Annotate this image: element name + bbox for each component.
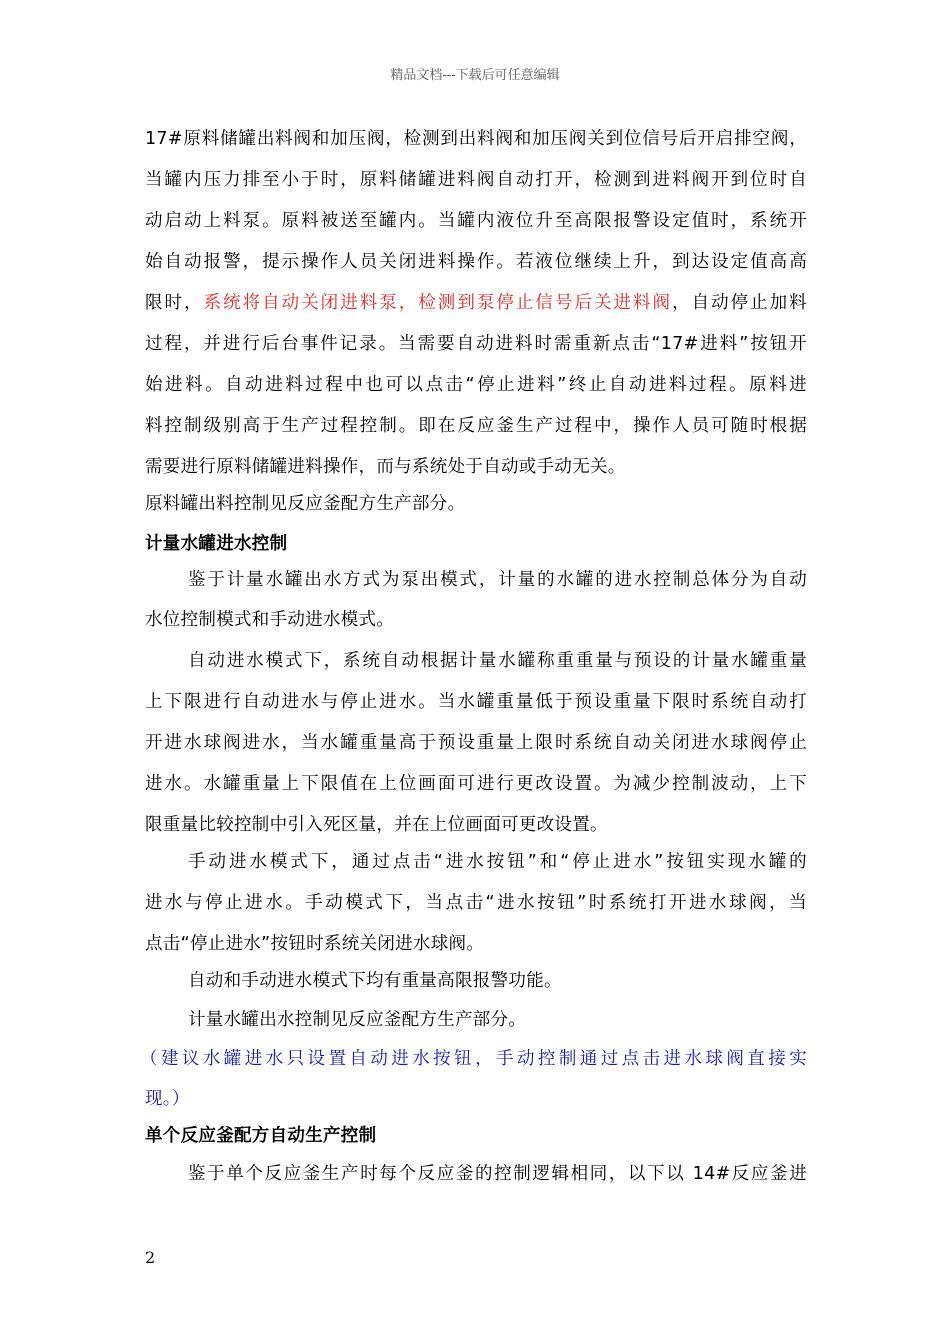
text-run: ，自动停止加料 — [672, 293, 807, 313]
paragraph-line: 鉴于单个反应釜生产时每个反应釜的控制逻辑相同，以下以 14#反应釜进 — [188, 1164, 807, 1184]
paragraph-line: 限重量比较控制中引入死区量，并在上位画面可更改设置。 — [145, 815, 608, 835]
paragraph-line: 过程，并进行后台事件记录。当需要自动进料时需重新点击“17#进料”按钮开 — [145, 334, 807, 354]
paragraph-line: 需要进行原料储罐进料操作，而与系统处于自动或手动无关。 — [145, 457, 626, 477]
paragraph-line: 鉴于计量水罐出水方式为泵出模式，计量的水罐的进水控制总体分为自动 — [188, 570, 807, 590]
suggestion-note-line: 现。） — [145, 1089, 190, 1109]
paragraph-line: 计量水罐出水控制见反应釜配方生产部分。 — [188, 1010, 527, 1030]
paragraph-line: 上下限进行自动进水与停止进水。当水罐重量低于预设重量下限时系统自动打 — [145, 692, 807, 712]
page-number: 2 — [145, 1248, 156, 1267]
paragraph-line: 始进料。自动进料过程中也可以点击“停止进料”终止自动进料过程。原料进 — [145, 375, 807, 395]
suggestion-note-line: （建议水罐进水只设置自动进水按钮，手动控制通过点击进水球阀直接实 — [140, 1049, 807, 1069]
paragraph-line: 原料罐出料控制见反应釜配方生产部分。 — [145, 494, 466, 514]
paragraph-line: 17#原料储罐出料阀和加压阀，检测到出料阀和加压阀关到位信号后开启排空阀， — [145, 129, 807, 149]
paragraph-line: 点击“停止进水”按钮时系统关闭进水球阀。 — [145, 934, 485, 954]
paragraph-line: 自动和手动进水模式下均有重量高限报警功能。 — [188, 971, 562, 991]
paragraph-line: 始自动报警，提示操作人员关闭进料操作。若液位继续上升，到达设定值高高 — [145, 252, 807, 272]
paragraph-line: 料控制级别高于生产过程控制。即在反应釜生产过程中，操作人员可随时根据 — [145, 416, 807, 436]
section-heading: 单个反应釜配方自动生产控制 — [145, 1126, 377, 1146]
paragraph-line: 手动进水模式下，通过点击“进水按钮”和“停止进水”按钮实现水罐的 — [188, 852, 807, 872]
paragraph-line: 水位控制模式和手动进水模式。 — [145, 610, 395, 630]
paragraph-line — [145, 291, 807, 315]
paragraph-line: 进水与停止进水。手动模式下，当点击“进水按钮”时系统打开进水球阀，当 — [145, 893, 807, 913]
section-heading: 计量水罐进水控制 — [145, 534, 288, 554]
paragraph-line: 动启动上料泵。原料被送至罐内。当罐内液位升至高限报警设定值时，系统开 — [145, 211, 807, 231]
paragraph-line: 开进水球阀进水，当水罐重量高于预设重量上限时系统自动关闭进水球阀停止 — [145, 733, 807, 753]
page-header: 精品文档---下载后可任意编辑 — [390, 68, 560, 83]
paragraph-line: 自动进水模式下，系统自动根据计量水罐称重重量与预设的计量水罐重量 — [188, 651, 807, 671]
text-run: 限时， — [145, 293, 204, 313]
paragraph-line: 当罐内压力排至小于时，原料储罐进料阀自动打开，检测到进料阀开到位时自 — [145, 170, 807, 190]
paragraph-line: 进水。水罐重量上下限值在上位画面可进行更改设置。为减少控制波动，上下 — [145, 774, 807, 794]
highlighted-red-text: 系统将自动关闭进料泵，检测到泵停止信号后关进料阀 — [203, 293, 673, 313]
